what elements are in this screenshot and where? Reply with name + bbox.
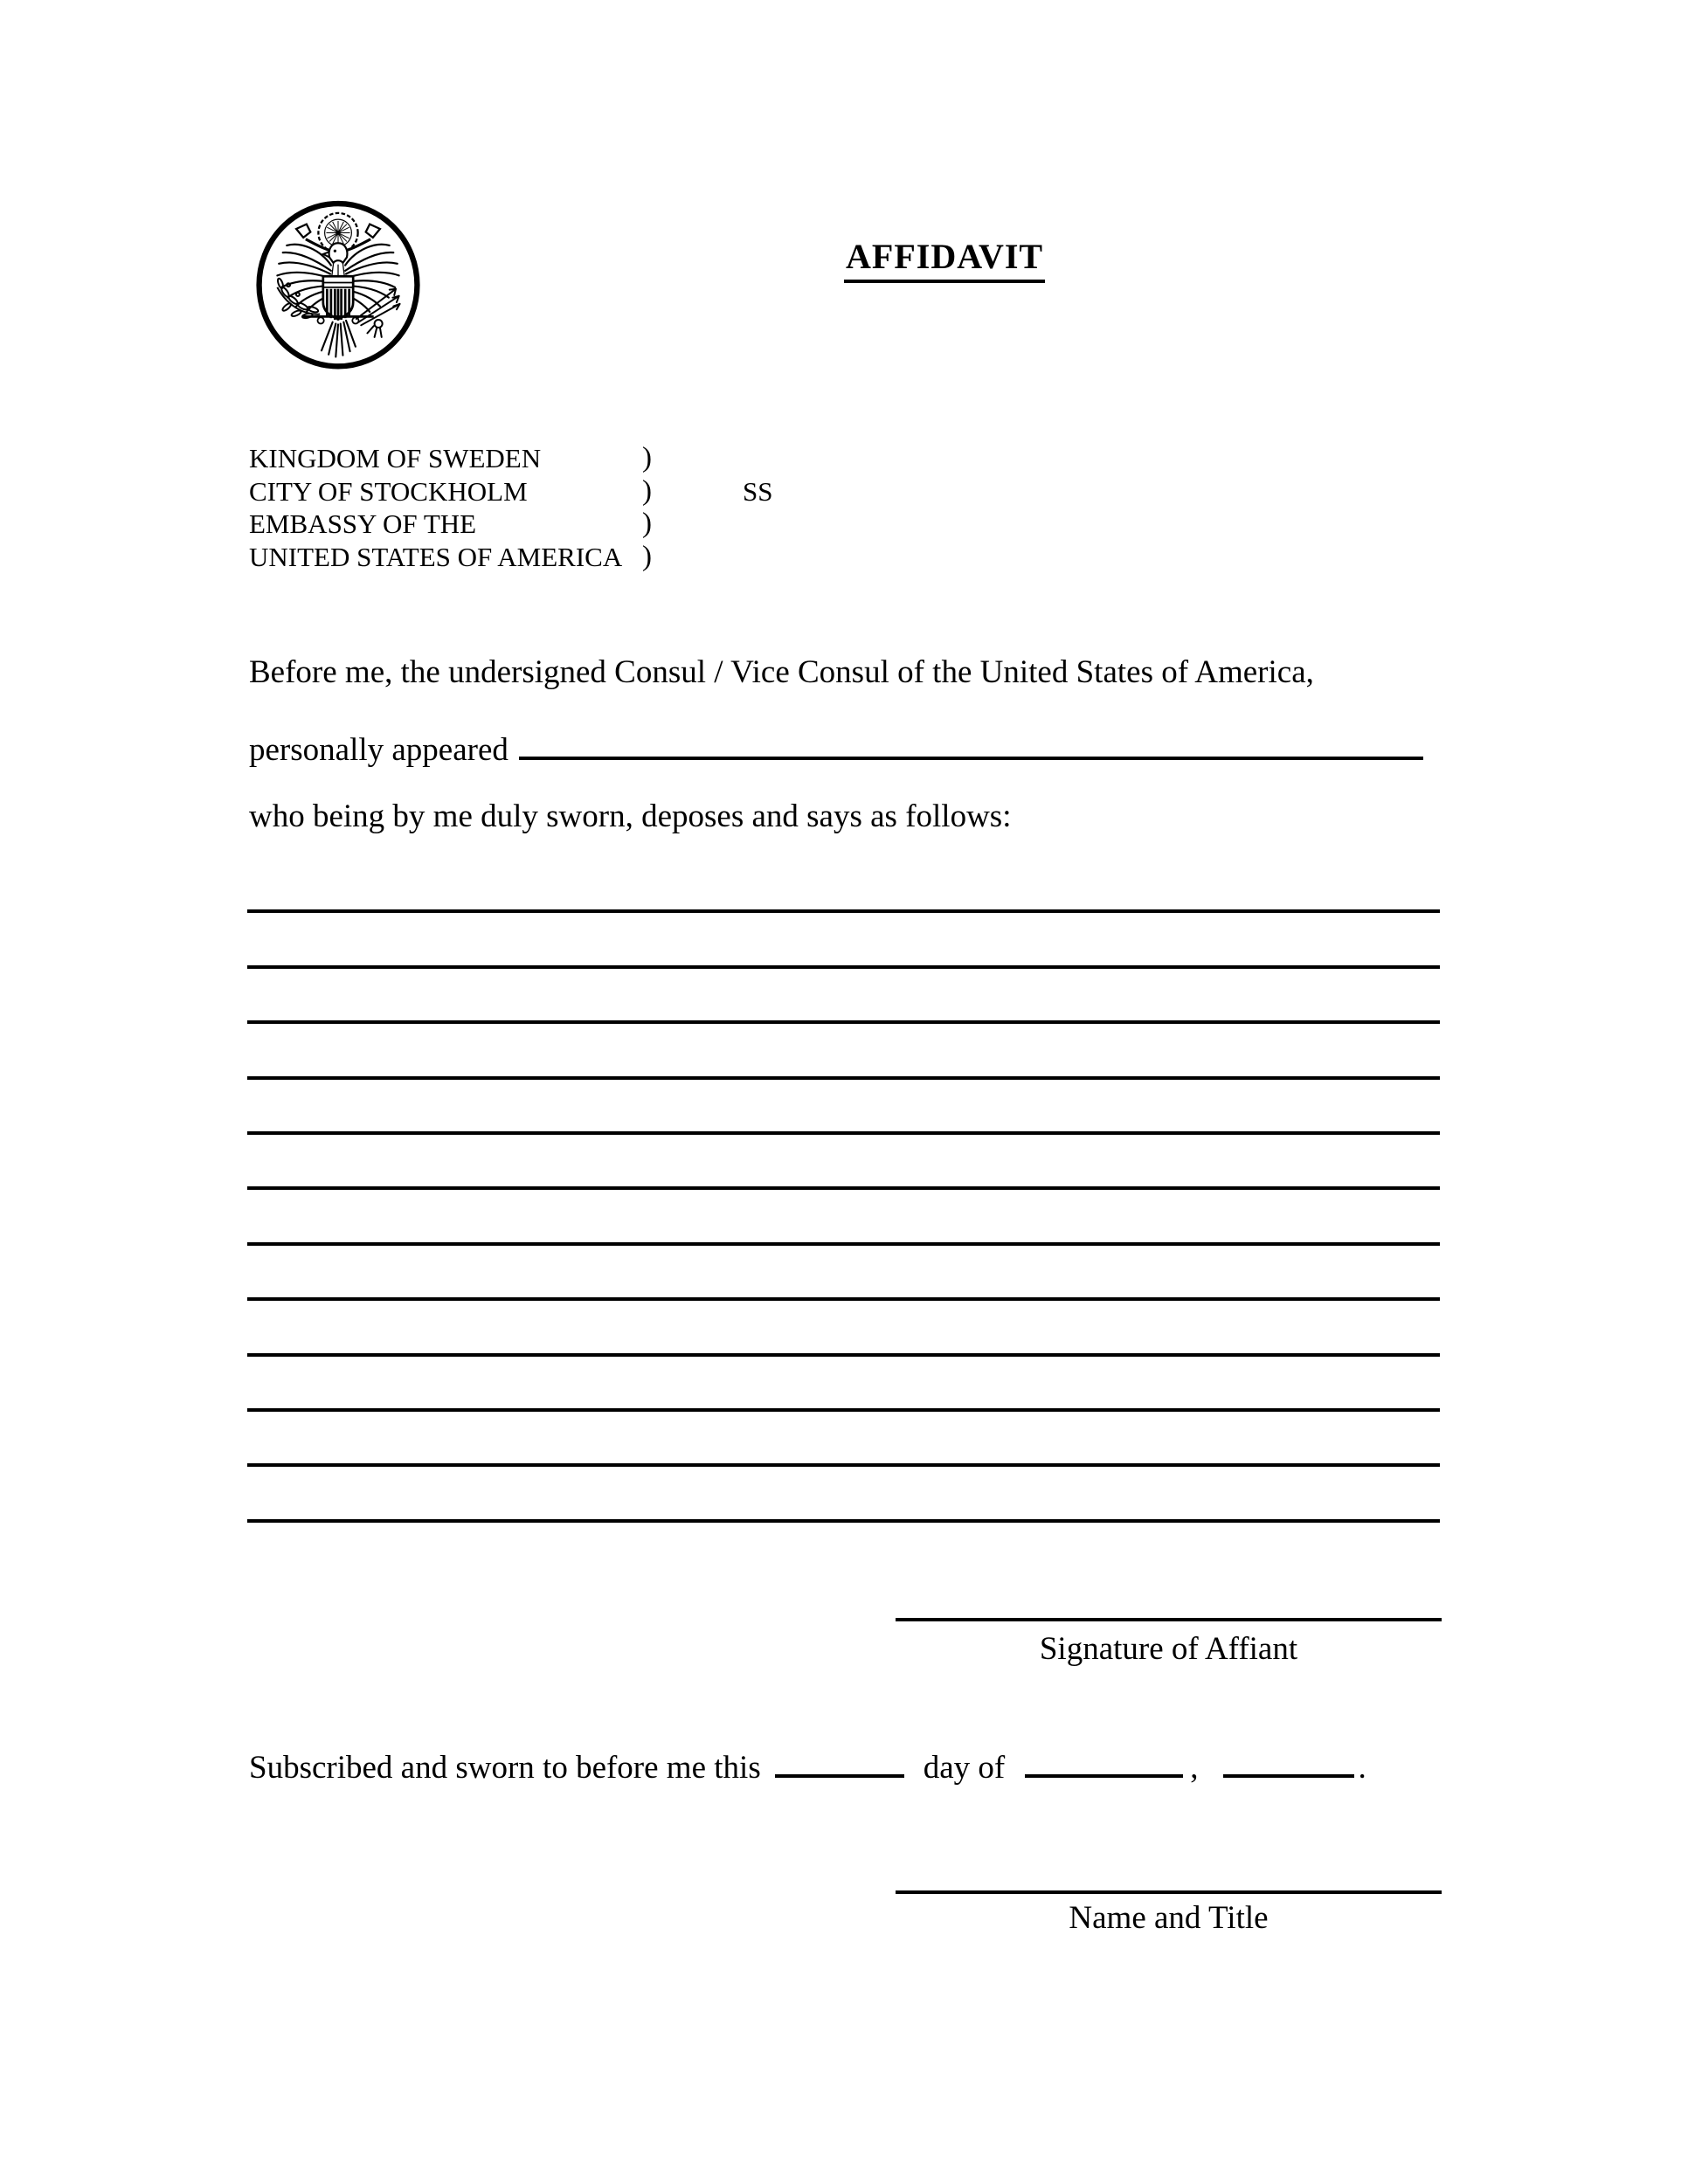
personally-appeared-input[interactable] <box>519 730 1423 760</box>
sworn-text: who being by me duly sworn, deposes and says as follows: <box>249 798 1012 834</box>
venue-name: EMBASSY OF THE <box>249 508 477 539</box>
statement-lines <box>247 858 1440 1523</box>
venue-row <box>249 508 772 541</box>
personally-appeared-row <box>249 730 1423 769</box>
statement-line[interactable] <box>247 1467 1440 1522</box>
venue-ss-label: SS <box>743 475 773 507</box>
venue-row <box>249 541 772 574</box>
page-title: AFFIDAVIT <box>844 236 1045 283</box>
attestation-prefix: Subscribed and sworn to before me this <box>249 1750 761 1786</box>
statement-line[interactable] <box>247 1246 1440 1301</box>
year-input[interactable] <box>1223 1750 1354 1778</box>
signature-line[interactable] <box>896 1618 1442 1621</box>
venue-name: CITY OF STOCKHOLM <box>249 475 528 507</box>
name-title-line[interactable] <box>896 1890 1442 1894</box>
period: . <box>1358 1750 1366 1786</box>
venue-paren: ) <box>642 508 652 539</box>
venue-block <box>249 442 772 573</box>
venue-paren: ) <box>642 474 652 507</box>
statement-line[interactable] <box>247 858 1440 913</box>
venue-name: KINGDOM OF SWEDEN <box>249 443 542 473</box>
attestation-row <box>249 1749 1366 1787</box>
comma: , <box>1190 1750 1199 1786</box>
statement-line[interactable] <box>247 1190 1440 1245</box>
venue-row <box>249 475 772 508</box>
personally-appeared-label: personally appeared <box>249 732 508 768</box>
name-title-label: Name and Title <box>1069 1900 1269 1936</box>
day-input[interactable] <box>775 1750 904 1778</box>
statement-line[interactable] <box>247 1412 1440 1467</box>
venue-paren: ) <box>642 540 652 572</box>
venue-paren: ) <box>642 442 652 473</box>
statement-line[interactable] <box>247 1357 1440 1412</box>
venue-note <box>743 508 772 541</box>
statement-line[interactable] <box>247 1135 1440 1190</box>
intro-text: Before me, the undersigned Consul / Vice Consul of the United States of America, <box>249 654 1314 690</box>
venue-row <box>249 442 772 475</box>
signature-of-affiant-label: Signature of Affiant <box>1039 1631 1298 1667</box>
statement-line[interactable] <box>247 1080 1440 1135</box>
statement-line[interactable] <box>247 969 1440 1024</box>
day-of-label: day of <box>923 1750 1006 1786</box>
great-seal-icon <box>247 194 429 379</box>
venue-name: UNITED STATES OF AMERICA <box>249 541 623 572</box>
venue-note <box>743 442 772 475</box>
statement-line[interactable] <box>247 1024 1440 1079</box>
month-input[interactable] <box>1025 1750 1183 1778</box>
statement-line[interactable] <box>247 1301 1440 1356</box>
statement-line[interactable] <box>247 913 1440 968</box>
venue-note <box>743 541 772 574</box>
